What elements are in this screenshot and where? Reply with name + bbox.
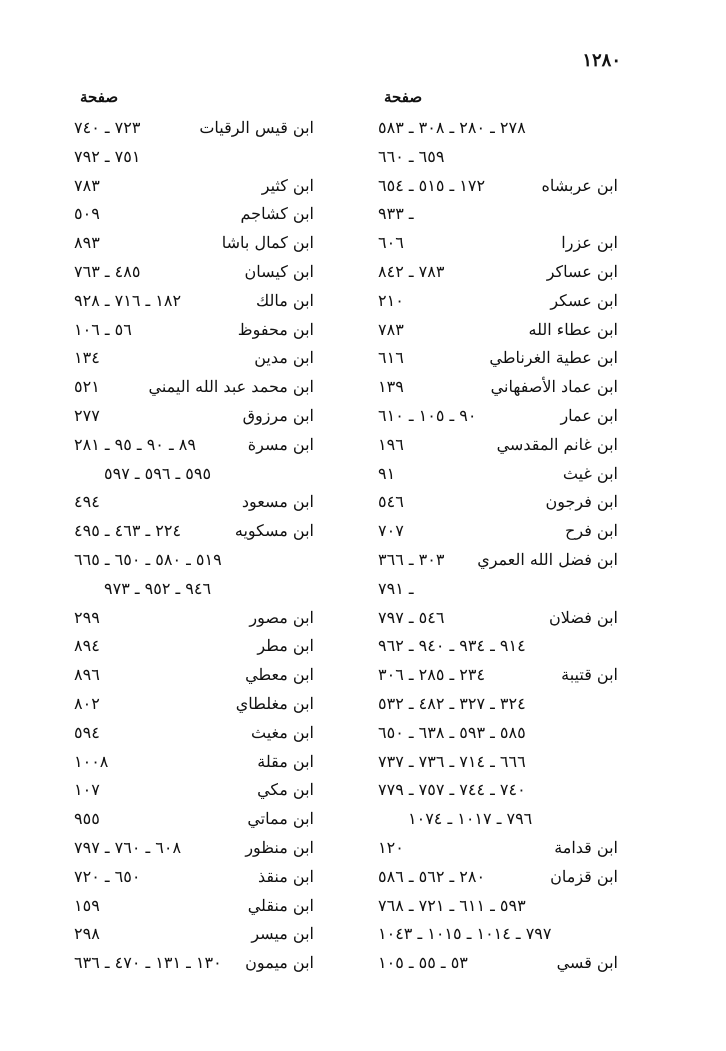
- index-entry: [74, 949, 314, 978]
- index-entry: [378, 460, 618, 489]
- entry-pages: ١٢٠: [378, 837, 404, 857]
- index-entry: [74, 517, 314, 546]
- entry-name: ابن عزرا: [561, 233, 618, 253]
- index-entry: [378, 604, 618, 633]
- entry-name: ابن مغيث: [251, 722, 314, 742]
- index-entry: [378, 258, 618, 287]
- entry-name: [610, 892, 618, 921]
- index-entry-continuation: [74, 575, 314, 604]
- index-entry-continuation: [378, 200, 618, 229]
- entry-name: ابن محفوظ: [237, 319, 314, 339]
- entry-name: ابن فضل الله العمري: [477, 549, 618, 569]
- entry-pages: ٢١٠: [378, 290, 404, 310]
- index-entry-continuation: [74, 460, 314, 489]
- index-entry-continuation: [378, 748, 618, 777]
- entry-name: [610, 920, 618, 949]
- entry-pages: ٨٩٦: [74, 665, 100, 685]
- entry-name: [610, 632, 618, 661]
- index-entry: [74, 748, 314, 777]
- entry-name: ابن منقلي: [247, 895, 314, 915]
- index-entry: [74, 805, 314, 834]
- index-entry: [378, 344, 618, 373]
- entry-name: ابن فرجون: [545, 492, 618, 512]
- entry-pages: ٥٦ ـ ١٠٦: [74, 319, 132, 339]
- entry-pages: ٧٨٣: [378, 319, 404, 339]
- index-entry: [74, 488, 314, 517]
- entry-pages: ٥٣ ـ ٥٥ ـ ١٠٥: [378, 953, 468, 973]
- entry-pages: ٦٠٨ ـ ٧٦٠ ـ ٧٩٧: [74, 837, 182, 857]
- entry-pages: ٤٩٤: [74, 492, 100, 512]
- index-entry: [378, 431, 618, 460]
- entry-pages: ٥٩٥ ـ ٥٩٦ ـ ٥٩٧: [104, 463, 212, 483]
- index-entry-continuation: [378, 805, 618, 834]
- entry-name: ابن فضلان: [549, 607, 618, 627]
- entry-pages: ٨٩٣: [74, 233, 100, 253]
- entry-name: [306, 575, 314, 604]
- entry-pages: ٢٨٠ ـ ٥٦٢ ـ ٥٨٦: [378, 866, 486, 886]
- entry-name: ابن قتيبة: [561, 665, 618, 685]
- entries-list: [378, 114, 618, 978]
- column-header: صفحة: [80, 88, 119, 106]
- entry-name: [306, 143, 314, 172]
- column-header: صفحة: [384, 88, 423, 106]
- index-entry-continuation: [378, 776, 618, 805]
- index-entry: [74, 287, 314, 316]
- index-entry: [74, 661, 314, 690]
- entry-pages: ٥١٩ ـ ٥٨٠ ـ ٦٥٠ ـ ٦٦٥: [74, 549, 222, 569]
- entry-name: [610, 690, 618, 719]
- entry-pages: ٨٩٤: [74, 636, 100, 656]
- index-entry: [74, 834, 314, 863]
- index-entry-continuation: [378, 920, 618, 949]
- index-entry: [74, 200, 314, 229]
- index-entry-continuation: [378, 114, 618, 143]
- entry-pages: ـ ٩٣٣: [378, 204, 414, 224]
- entry-name: ابن قيس الرقيات: [199, 118, 314, 137]
- entry-name: ابن غيث: [562, 463, 618, 483]
- entry-name: ابن قسي: [556, 953, 618, 973]
- entry-name: [610, 748, 618, 777]
- index-entry: [378, 661, 618, 690]
- entry-name: ابن عمار: [560, 405, 618, 425]
- entry-pages: ٩١: [378, 463, 396, 483]
- entry-pages: ٥٤٦: [378, 492, 404, 512]
- entry-pages: ٧٨٣: [74, 175, 100, 195]
- entry-pages: ٥٨٥ ـ ٥٩٣ ـ ٦٣٨ ـ ٦٥٠: [378, 722, 526, 742]
- entry-name: ابن منظور: [245, 837, 314, 857]
- index-entry-continuation: [378, 690, 618, 719]
- entry-pages: ٩٠ ـ ١٠٥ ـ ٦١٠: [378, 405, 477, 425]
- index-entry-continuation: [74, 546, 314, 575]
- index-entry: [74, 344, 314, 373]
- index-entry: [74, 373, 314, 402]
- entry-name: ابن مصور: [249, 607, 314, 627]
- index-entry-continuation: [378, 143, 618, 172]
- index-entry: [74, 172, 314, 201]
- entry-name: ابن عماد الأصفهاني: [490, 377, 618, 397]
- entry-name: [610, 143, 618, 172]
- entry-name: ابن كمال باشا: [221, 233, 314, 253]
- entry-name: ابن مطر: [257, 636, 314, 656]
- entry-pages: ١٣٤: [74, 348, 100, 368]
- entry-name: ابن كثير: [261, 175, 314, 195]
- entry-name: ابن كيسان: [244, 261, 314, 281]
- entry-name: ابن مغلطاي: [235, 693, 314, 713]
- entry-name: ابن مالك: [256, 290, 314, 310]
- entry-pages: ٧٢٣ ـ ٧٤٠: [74, 118, 141, 137]
- entry-pages: ١٠٧: [74, 780, 100, 800]
- index-column-right: [378, 88, 618, 978]
- entry-pages: ٣٠٣ ـ ٣٦٦: [378, 549, 445, 569]
- entry-pages: ٧٩٧ ـ ١٠١٤ ـ ١٠١٥ ـ ١٠٤٣: [378, 924, 552, 944]
- entry-name: [610, 114, 618, 143]
- index-entry: [378, 229, 618, 258]
- entry-name: ابن محمد عبد الله اليمني: [148, 377, 314, 397]
- entry-pages: ٤٨٥ ـ ٧٦٣: [74, 261, 141, 281]
- entry-name: ابن مسعود: [241, 492, 314, 512]
- entry-name: [610, 776, 618, 805]
- entry-pages: ٥٩٣ ـ ٦١١ ـ ٧٢١ ـ ٧٦٨: [378, 895, 526, 915]
- index-entry: [378, 316, 618, 345]
- index-entry: [378, 863, 618, 892]
- entry-pages: ٦٥٠ ـ ٧٢٠: [74, 866, 141, 886]
- entry-pages: ٧٠٧: [378, 521, 404, 541]
- entry-name: ابن عطاء الله: [528, 319, 618, 339]
- entry-pages: ١٥٩: [74, 895, 100, 915]
- entry-name: ابن منقذ: [257, 866, 314, 886]
- entry-pages: ٦١٦: [378, 348, 404, 368]
- index-entry: [74, 776, 314, 805]
- entry-pages: ٧٩٦ ـ ١٠١٧ ـ ١٠٧٤: [408, 809, 533, 829]
- entry-name: [306, 460, 314, 489]
- index-entry: [74, 632, 314, 661]
- entry-pages: ١٨٢ ـ ٧١٦ ـ ٩٢٨: [74, 290, 182, 310]
- index-entry: [378, 949, 618, 978]
- entry-name: [610, 719, 618, 748]
- entry-pages: ٦٠٦: [378, 233, 404, 253]
- index-entry: [74, 114, 314, 143]
- index-entry: [74, 604, 314, 633]
- entry-name: ابن عساكر: [546, 261, 618, 281]
- entry-name: ابن قدامة: [554, 837, 618, 857]
- entry-pages: ٢٣٤ ـ ٢٨٥ ـ ٣٠٦: [378, 665, 486, 685]
- entry-pages: ٣٢٤ ـ ٣٢٧ ـ ٤٨٢ ـ ٥٣٢: [378, 693, 526, 713]
- entry-name: ابن فرح: [565, 521, 618, 541]
- index-entry: [74, 229, 314, 258]
- entry-pages: ـ ٧٩١: [378, 578, 414, 598]
- entry-pages: ١٩٦: [378, 434, 404, 454]
- entry-pages: ١٠٠٨: [74, 751, 109, 771]
- entry-name: [610, 200, 618, 229]
- entry-pages: ١٣٩: [378, 377, 404, 397]
- index-entry-continuation: [378, 575, 618, 604]
- entry-name: ابن ميمون: [245, 953, 314, 973]
- index-entry-continuation: [378, 719, 618, 748]
- entry-name: ابن مكي: [257, 780, 314, 800]
- entry-pages: ٨٩ ـ ٩٠ ـ ٩٥ ـ ٢٨١: [74, 434, 196, 454]
- entry-pages: ٧٥١ ـ ٧٩٢: [74, 146, 141, 166]
- index-entry-continuation: [378, 632, 618, 661]
- entry-name: ابن غانم المقدسي: [496, 434, 618, 454]
- index-entry: [74, 920, 314, 949]
- entry-pages: ٩١٤ ـ ٩٣٤ ـ ٩٤٠ ـ ٩٦٢: [378, 636, 526, 656]
- entry-name: ابن مماتي: [247, 809, 314, 829]
- entry-pages: ١٣٠ ـ ١٣١ ـ ٤٧٠ ـ ٦٣٦: [74, 953, 222, 973]
- entry-name: ابن مرزوق: [242, 405, 314, 425]
- entry-pages: ٢٧٧: [74, 405, 100, 425]
- index-entry: [74, 719, 314, 748]
- entry-pages: ٧٤٠ ـ ٧٤٤ ـ ٧٥٧ ـ ٧٧٩: [378, 780, 526, 800]
- entry-name: ابن ميسر: [251, 924, 314, 944]
- entry-pages: ٢٧٨ ـ ٢٨٠ ـ ٣٠٨ ـ ٥٨٣: [378, 118, 526, 137]
- entry-name: ابن قزمان: [550, 866, 618, 886]
- entry-name: ابن كشاجم: [240, 204, 314, 224]
- index-entry-continuation: [74, 143, 314, 172]
- entry-name: [610, 805, 618, 834]
- index-entry: [378, 172, 618, 201]
- entry-name: ابن مسكويه: [234, 521, 314, 541]
- entry-name: ابن معطي: [245, 665, 314, 685]
- entry-pages: ٩٥٥: [74, 809, 100, 829]
- index-entry: [378, 287, 618, 316]
- index-entry: [74, 690, 314, 719]
- entry-pages: ٦٥٩ ـ ٦٦٠: [378, 146, 445, 166]
- entry-pages: ١٧٢ ـ ٥١٥ ـ ٦٥٤: [378, 175, 486, 195]
- entry-name: ابن مسرة: [247, 434, 314, 454]
- entry-name: [306, 546, 314, 575]
- entry-name: ابن عربشاه: [541, 175, 618, 195]
- index-entry-continuation: [378, 892, 618, 921]
- entry-pages: ٢٩٩: [74, 607, 100, 627]
- entry-pages: ٥٩٤: [74, 722, 100, 742]
- entry-pages: ٧٨٣ ـ ٨٤٢: [378, 261, 445, 281]
- index-entry: [378, 834, 618, 863]
- entry-pages: ٢٢٤ ـ ٤٦٣ ـ ٤٩٥: [74, 521, 182, 541]
- entry-pages: ٢٩٨: [74, 924, 100, 944]
- entry-pages: ٥٤٦ ـ ٧٩٧: [378, 607, 445, 627]
- index-entry: [378, 402, 618, 431]
- entry-name: ابن عطية الغرناطي: [489, 348, 618, 368]
- entry-pages: ٩٤٦ ـ ٩٥٢ ـ ٩٧٣: [104, 578, 212, 598]
- index-entry: [74, 863, 314, 892]
- entry-name: ابن مدين: [254, 348, 314, 368]
- index-entry: [378, 488, 618, 517]
- index-entry: [74, 892, 314, 921]
- index-entry: [74, 402, 314, 431]
- entry-pages: ٥٠٩: [74, 204, 100, 224]
- index-column-left: [74, 88, 314, 978]
- entry-pages: ٦٦٦ ـ ٧١٤ ـ ٧٣٦ ـ ٧٣٧: [378, 751, 526, 771]
- index-entry: [74, 316, 314, 345]
- entry-name: ابن مقلة: [257, 751, 314, 771]
- entry-pages: ٥٢١: [74, 377, 100, 397]
- entry-pages: ٨٠٢: [74, 693, 100, 713]
- index-entry: [74, 431, 314, 460]
- entry-name: [610, 575, 618, 604]
- page-number: ١٢٨٠: [582, 50, 621, 71]
- entry-name: ابن عسكر: [550, 290, 618, 310]
- entries-list: [74, 114, 314, 978]
- index-entry: [378, 373, 618, 402]
- index-entry: [378, 517, 618, 546]
- index-entry: [74, 258, 314, 287]
- index-entry: [378, 546, 618, 575]
